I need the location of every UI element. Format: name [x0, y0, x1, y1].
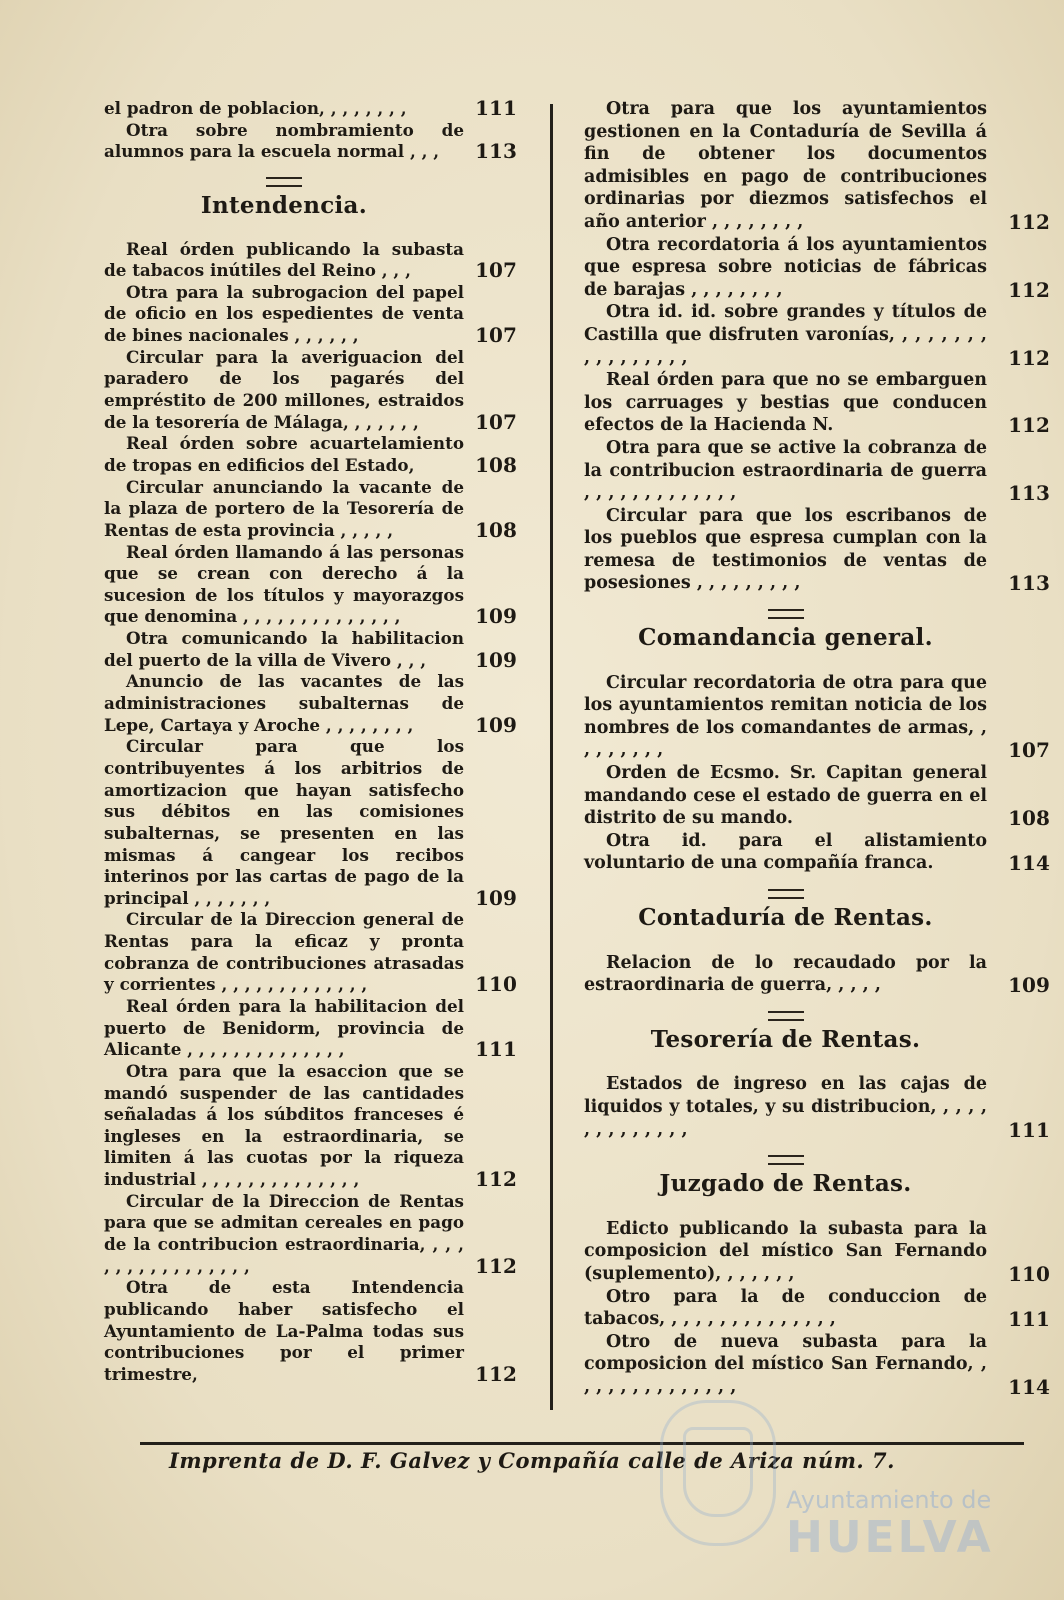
section-rule: [768, 1155, 804, 1165]
index-entry: [104, 671, 517, 737]
index-entry: [584, 369, 1050, 438]
watermark-seal-shield: [683, 1427, 753, 1517]
entry-text: Otra para que los ayuntamientos gestionen en la Contaduría de Sevilla á fin de obtener los documentos admisibles en pago de contribuciones ordinarias por diezmos satisfechos el año anterior , , , , , , , ,: [584, 99, 987, 232]
section-rule: [266, 177, 302, 187]
section-rule: [768, 1011, 804, 1021]
index-entry: [584, 1218, 1050, 1286]
watermark-seal: [660, 1400, 776, 1546]
index-entry: [104, 281, 517, 348]
index-entry: [104, 541, 517, 629]
entry-page-number: 113: [1008, 481, 1050, 506]
bottom-rule: [140, 1442, 1024, 1445]
entry-page-number: 111: [475, 96, 517, 120]
entry-page-number: 113: [1008, 571, 1050, 596]
entry-page-number: 111: [1008, 1307, 1050, 1332]
index-entry: [104, 736, 517, 910]
index-entry: [104, 1060, 517, 1192]
entry-page-number: 112: [1008, 345, 1050, 370]
entry-page-number: 108: [475, 452, 517, 477]
watermark-line2: HUELVA: [786, 1512, 994, 1563]
entry-page-number: 109: [1008, 973, 1050, 998]
index-entry: [584, 762, 1050, 831]
entry-page-number: 110: [475, 972, 517, 997]
entry-page-number: 112: [1008, 277, 1050, 302]
entry-page-number: 113: [475, 139, 517, 164]
entry-page-number: 112: [1008, 413, 1050, 438]
entry-page-number: 110: [1008, 1261, 1050, 1286]
index-entry: [584, 952, 1050, 998]
entry-text: Relacion de lo recaudado por la estraordinaria de guerra, , , , ,: [584, 952, 987, 996]
entry-text: Circular anunciando la vacante de la plaza de portero de la Tesorería de Rentas de esta provincia , , , , ,: [104, 476, 464, 540]
entry-text: Otra sobre nombramiento de alumnos para la escuela normal , , ,: [104, 119, 464, 162]
entry-text: Otra para que se active la cobranza de la contribucion estraordinaria de guerra , , , , , , , , , , , , ,: [584, 437, 987, 504]
entry-page-number: 112: [475, 1167, 517, 1192]
entry-text: Circular para que los escribanos de los pueblos que espresa cumplan con la remesa de testimonios de ventas de posesiones , , , , , , , , ,: [584, 505, 987, 594]
entry-text: Otra de esta Intendencia publicando haber satisfecho el Ayuntamiento de La-Palma todas sus contribuciones por el primer trimestre,: [104, 1277, 464, 1384]
right-column: [584, 98, 1050, 1399]
entry-text: Real órden publicando la subasta de tabacos inútiles del Reino , , ,: [104, 238, 464, 281]
entry-page-number: 107: [475, 409, 517, 434]
index-entry: [104, 1190, 517, 1278]
entry-text: el padron de poblacion, , , , , , , ,: [104, 98, 407, 118]
entry-page-number: 114: [1008, 1374, 1050, 1399]
index-entry: [584, 505, 1050, 596]
entry-page-number: 109: [475, 604, 517, 629]
entry-text: Real órden llamando á las personas que se crean con derecho á la sucesion de los títulos y mayorazgos que denomina , , , , , , , , , , , , , ,: [104, 541, 464, 627]
entry-text: Otra id. para el alistamiento voluntario de una compañía franca.: [584, 830, 987, 874]
entry-page-number: 112: [475, 1361, 517, 1386]
index-entry: [584, 1073, 1050, 1142]
entry-text: Circular recordatoria de otra para que los ayuntamientos remitan noticia de los nombres de los comandantes de armas, , , , , , , , ,: [584, 672, 987, 761]
section-heading: Comandancia general.: [638, 624, 933, 652]
index-entry: [584, 830, 1050, 876]
entry-text: Otro para la de conduccion de tabacos, , , , , , , , , , , , , , ,: [584, 1286, 987, 1330]
entry-text: Otra comunicando la habilitacion del puerto de la villa de Vivero , , ,: [104, 628, 464, 670]
index-entry: [104, 909, 517, 997]
index-entry: [104, 238, 517, 283]
entry-text: Otra id. id. sobre grandes y títulos de Castilla que disfruten varonías, , , , , , , , , , , , , , , , ,: [584, 302, 987, 368]
entry-text: Real órden para que no se embarguen los carruages y bestias que conducen efectos de la Hacienda N.: [584, 370, 987, 436]
column-divider: [550, 104, 553, 1410]
index-entry: [584, 98, 1050, 234]
entry-text: Edicto publicando la subasta para la composicion del místico San Fernando (suplemento), , , , , , ,: [584, 1218, 987, 1284]
entry-text: Otra para la subrogacion del papel de oficio en los espedientes de venta de bines nacionales , , , , , ,: [104, 281, 464, 346]
section-rule: [768, 609, 804, 619]
entry-text: Circular para la averiguacion del paradero de los pagarés del empréstito de 200 millones, estraidos de la tesorería de Málaga, , , , , , ,: [104, 346, 464, 432]
entry-page-number: 108: [475, 517, 517, 542]
entry-text: Circular de la Direccion de Rentas para que se admitan cereales en pago de la contribucion estraordinaria, , , , , , , , , , , , , , , , ,: [104, 1190, 464, 1276]
index-entry: [584, 672, 1050, 763]
section-heading: Juzgado de Rentas.: [659, 1170, 912, 1198]
entry-page-number: 108: [1008, 806, 1050, 831]
section-heading: Contaduría de Rentas.: [638, 904, 933, 931]
index-entry: [104, 346, 517, 434]
entry-page-number: 109: [475, 712, 517, 737]
entry-page-number: 109: [475, 885, 517, 910]
index-entry: [584, 301, 1050, 370]
entry-text: Otra recordatoria á los ayuntamientos que espresa sobre noticias de fábricas de barajas , , , , , , , ,: [584, 234, 987, 300]
index-entry: [104, 433, 517, 477]
index-entry: [104, 119, 517, 164]
index-entry: [584, 1286, 1050, 1332]
index-entry: [104, 628, 517, 672]
entry-text: Real órden sobre acuartelamiento de tropas en edificios del Estado,: [104, 433, 464, 475]
section-heading: Intendencia.: [200, 191, 368, 219]
index-entry: [104, 476, 517, 542]
entry-page-number: 114: [1008, 851, 1050, 876]
entry-text: Real órden para la habilitacion del puerto de Benidorm, provincia de Alicante , , , , , , , , , , , , , ,: [104, 995, 464, 1060]
entry-page-number: 107: [475, 323, 517, 348]
entry-text: Circular para que los contribuyentes á los arbitrios de amortizacion que hayan satisfecho sus débitos en las comisiones subalternas, se presenten en las mismas á cangear los recibos interinos por las cartas de pago de la principal , , , , , , ,: [104, 736, 464, 908]
section-rule: [768, 889, 804, 899]
entry-page-number: 112: [475, 1253, 517, 1278]
index-entry: [104, 1277, 517, 1386]
index-entry: [584, 234, 1050, 302]
entry-page-number: 112: [1008, 209, 1050, 234]
left-column: [104, 96, 517, 1386]
entry-page-number: 107: [1008, 738, 1050, 763]
entry-text: Otro de nueva subasta para la composicion del místico San Fernando, , , , , , , , , , , , , , ,: [584, 1331, 987, 1397]
index-entry: [584, 1331, 1050, 1399]
entry-text: Estados de ingreso en las cajas de liquidos y totales, y su distribucion, , , , , , , , , , , , , ,: [584, 1074, 987, 1140]
index-entry: [104, 96, 517, 120]
entry-text: Circular de la Direccion general de Rentas para la eficaz y pronta cobranza de contribuciones atrasadas y corrientes , , , , , , , , , , , , ,: [104, 909, 464, 995]
index-entry: [104, 995, 517, 1062]
watermark-line1: Ayuntamiento de: [786, 1486, 992, 1514]
entry-page-number: 111: [1008, 1117, 1050, 1142]
entry-page-number: 109: [475, 647, 517, 672]
entry-text: Orden de Ecsmo. Sr. Capitan general mandando cese el estado de guerra en el distrito de su mando.: [584, 763, 987, 829]
entry-text: Anuncio de las vacantes de las administraciones subalternas de Lepe, Cartaya y Aroche , , , , , , , ,: [104, 671, 464, 735]
section-heading: Tesorería de Rentas.: [650, 1025, 921, 1053]
entry-text: Otra para que la esaccion que se mandó suspender de las cantidades señaladas á los súbditos franceses é ingleses en la estraordinaria, se limiten á las cuotas por la riqueza industrial , , , , , , , , , , , , , ,: [104, 1060, 464, 1190]
entry-page-number: 107: [475, 258, 517, 283]
imprint-footer: Imprenta de D. F. Galvez y Compañía calle de Ariza núm. 7.: [169, 1448, 895, 1473]
index-entry: [584, 437, 1050, 506]
entry-page-number: 111: [475, 1037, 517, 1062]
